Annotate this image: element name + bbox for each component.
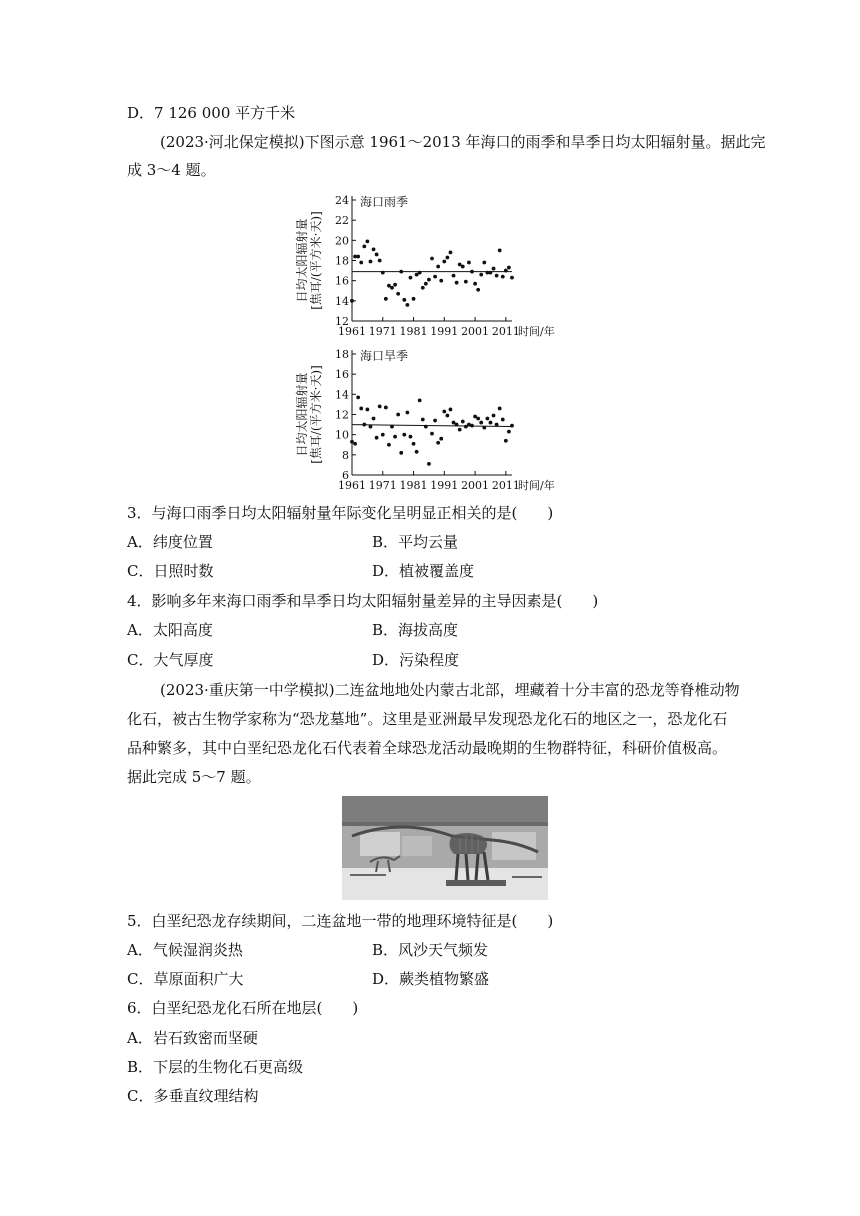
data-point <box>449 408 453 412</box>
data-point <box>418 271 422 275</box>
data-point <box>362 244 366 248</box>
data-point <box>458 428 462 432</box>
q4-option-d: D．污染程度 <box>372 651 460 669</box>
data-point <box>476 417 480 421</box>
data-point <box>501 418 505 422</box>
y-tick-label: 20 <box>335 234 349 248</box>
data-point <box>384 297 388 301</box>
data-point <box>439 437 443 441</box>
q4-option-c: C．大气厚度 <box>127 651 214 669</box>
data-point <box>418 398 422 402</box>
q6-option-c: C．多垂直纹理结构 <box>127 1087 259 1105</box>
y-tick-label: 14 <box>335 388 349 402</box>
data-point <box>485 417 489 421</box>
data-point <box>479 273 483 277</box>
q3-option-d: D．植被覆盖度 <box>372 562 475 580</box>
data-point <box>409 276 413 280</box>
data-point <box>412 297 416 301</box>
question-5: 5．白垩纪恐龙存续期间，二连盆地一带的地理环境特征是( ) <box>127 912 554 930</box>
data-point <box>436 265 440 269</box>
data-point <box>492 414 496 418</box>
y-tick-label: 10 <box>335 428 349 442</box>
data-point <box>381 433 385 437</box>
data-point <box>396 292 400 296</box>
q5-option-d: D．蕨类植物繁盛 <box>372 970 490 988</box>
data-point <box>424 282 428 286</box>
chart-dry-svg <box>290 342 580 494</box>
intro-q5-7-line1: (2023·重庆第一中学模拟)二连盆地地处内蒙古北部，埋藏着十分丰富的恐龙等脊椎动物 <box>160 681 740 699</box>
data-point <box>399 270 403 274</box>
q5-option-c: C．草原面积广大 <box>127 970 244 988</box>
data-point <box>378 259 382 263</box>
dinosaur-fossil-photo <box>342 796 548 900</box>
data-point <box>498 249 502 253</box>
question-6: 6．白垩纪恐龙化石所在地层( ) <box>127 999 359 1017</box>
data-point <box>369 425 373 429</box>
data-point <box>449 251 453 255</box>
data-point <box>482 426 486 430</box>
data-point <box>445 256 449 260</box>
y-tick-label: 18 <box>335 254 349 268</box>
data-point <box>359 407 363 411</box>
x-tick-label: 1961 <box>338 325 366 338</box>
dinosaur-skeleton-icon <box>342 796 548 900</box>
data-point <box>356 395 360 399</box>
x-tick-label: 1971 <box>368 479 397 492</box>
x-tick-label: 2001 <box>461 479 490 492</box>
intro-q5-7-line3: 品种繁多，其中白垩纪恐龙化石代表着全球恐龙活动最晚期的生物群特征，科研价值极高。 <box>127 739 728 757</box>
y-axis-label: [焦耳/(平方米·天)] <box>309 211 323 310</box>
data-point <box>507 430 511 434</box>
data-point <box>498 407 502 411</box>
data-point <box>359 261 363 265</box>
y-tick-label: 18 <box>335 348 349 361</box>
x-tick-label: 1981 <box>399 325 428 338</box>
data-point <box>396 413 400 417</box>
data-point <box>365 408 369 412</box>
data-point <box>452 274 456 278</box>
data-point <box>489 271 493 275</box>
data-point <box>405 303 409 307</box>
y-tick-label: 6 <box>342 469 349 482</box>
data-point <box>482 261 486 265</box>
data-point <box>372 248 376 252</box>
data-point <box>387 443 391 447</box>
data-point <box>504 439 508 443</box>
q5-option-b: B．风沙天气频发 <box>372 941 489 959</box>
data-point <box>436 441 440 445</box>
y-tick-label: 8 <box>342 448 349 462</box>
y-axis-label: [焦耳/(平方米·天)] <box>309 365 323 464</box>
y-axis-label: 日均太阳辐射量 <box>295 372 309 457</box>
y-tick-label: 12 <box>335 408 349 422</box>
question-3: 3．与海口雨季日均太阳辐射量年际变化呈明显正相关的是( ) <box>127 504 554 522</box>
q6-option-a: A．岩石致密而坚硬 <box>127 1029 258 1047</box>
q5-option-a: A．气候湿润炎热 <box>127 941 243 959</box>
x-tick-label: 2011 <box>491 325 520 338</box>
data-point <box>421 286 425 290</box>
q4-option-b: B．海拔高度 <box>372 621 459 639</box>
data-point <box>455 281 459 285</box>
intro-q5-7-line2: 化石，被古生物学家称为“恐龙墓地”。这里是亚洲最早发现恐龙化石的地区之一，恐龙化石 <box>127 710 728 728</box>
data-point <box>399 451 403 455</box>
data-point <box>507 266 511 270</box>
data-point <box>504 269 508 273</box>
data-point <box>461 420 465 424</box>
x-tick-label: 2011 <box>491 479 520 492</box>
data-point <box>495 274 499 278</box>
x-axis-label: 时间/年 <box>518 325 555 338</box>
data-point <box>390 425 394 429</box>
data-point <box>381 271 385 275</box>
chart-title: 海口旱季 <box>360 349 409 363</box>
data-point <box>402 433 406 437</box>
y-tick-label: 16 <box>335 368 349 382</box>
data-point <box>445 414 449 418</box>
data-point <box>353 442 357 446</box>
x-tick-label: 1991 <box>430 479 459 492</box>
data-point <box>372 417 376 421</box>
data-point <box>442 260 446 264</box>
data-point <box>427 278 431 282</box>
data-point <box>369 260 373 264</box>
data-point <box>455 423 459 427</box>
chart-rainy-season <box>290 188 580 343</box>
q3-option-c: C．日照时数 <box>127 562 214 580</box>
data-point <box>489 421 493 425</box>
intro-q3-4-line1: (2023·河北保定模拟)下图示意 1961～2013 年海口的雨季和旱季日均太阳辐射量。据此完 <box>160 133 766 151</box>
data-point <box>375 253 379 257</box>
chart-dry-season <box>290 342 580 494</box>
q3-option-a: A．纬度位置 <box>127 533 213 551</box>
data-point <box>384 406 388 410</box>
data-point <box>378 405 382 409</box>
data-point <box>390 286 394 290</box>
data-point <box>375 436 379 440</box>
data-point <box>464 280 468 284</box>
option-d-area: D．7 126 000 平方千米 <box>127 104 296 122</box>
y-tick-label: 16 <box>335 274 349 288</box>
data-point <box>424 425 428 429</box>
q6-option-b: B．下层的生物化石更高级 <box>127 1058 304 1076</box>
x-tick-label: 1971 <box>368 325 397 338</box>
data-point <box>510 276 514 280</box>
data-point <box>350 299 354 303</box>
data-point <box>470 270 474 274</box>
data-point <box>393 283 397 287</box>
data-point <box>365 239 369 243</box>
y-tick-label: 24 <box>335 194 349 207</box>
x-tick-label: 1981 <box>399 479 428 492</box>
data-point <box>427 462 431 466</box>
data-point <box>362 423 366 427</box>
data-point <box>430 257 434 261</box>
y-tick-label: 22 <box>335 214 349 228</box>
data-point <box>495 423 499 427</box>
data-point <box>430 432 434 436</box>
data-point <box>479 421 483 425</box>
chart-rainy-svg <box>290 188 580 343</box>
y-tick-label: 12 <box>335 315 349 328</box>
data-point <box>433 419 437 423</box>
y-tick-label: 14 <box>335 294 349 308</box>
data-point <box>439 279 443 283</box>
chart-title: 海口雨季 <box>360 195 409 209</box>
data-point <box>421 418 425 422</box>
x-tick-label: 1991 <box>430 325 459 338</box>
data-point <box>415 450 419 454</box>
data-point <box>467 261 471 265</box>
data-point <box>405 411 409 415</box>
trend-line <box>352 425 512 427</box>
data-point <box>473 282 477 286</box>
data-point <box>510 424 514 428</box>
data-point <box>412 442 416 446</box>
intro-q3-4-line2: 成 3～4 题。 <box>127 161 216 179</box>
data-point <box>393 435 397 439</box>
data-point <box>501 275 505 279</box>
data-point <box>356 255 360 259</box>
data-point <box>433 275 437 279</box>
data-point <box>402 298 406 302</box>
x-tick-label: 2001 <box>461 325 490 338</box>
data-point <box>442 410 446 414</box>
x-tick-label: 1961 <box>338 479 366 492</box>
question-4: 4．影响多年来海口雨季和旱季日均太阳辐射量差异的主导因素是( ) <box>127 592 599 610</box>
x-axis-label: 时间/年 <box>518 479 555 492</box>
data-point <box>476 288 480 292</box>
data-point <box>470 424 474 428</box>
intro-q5-7-line4: 据此完成 5～7 题。 <box>127 768 261 786</box>
y-axis-label: 日均太阳辐射量 <box>295 218 309 303</box>
q4-option-a: A．太阳高度 <box>127 621 213 639</box>
q3-option-b: B．平均云量 <box>372 533 459 551</box>
data-point <box>461 265 465 269</box>
data-point <box>492 267 496 271</box>
data-point <box>409 435 413 439</box>
